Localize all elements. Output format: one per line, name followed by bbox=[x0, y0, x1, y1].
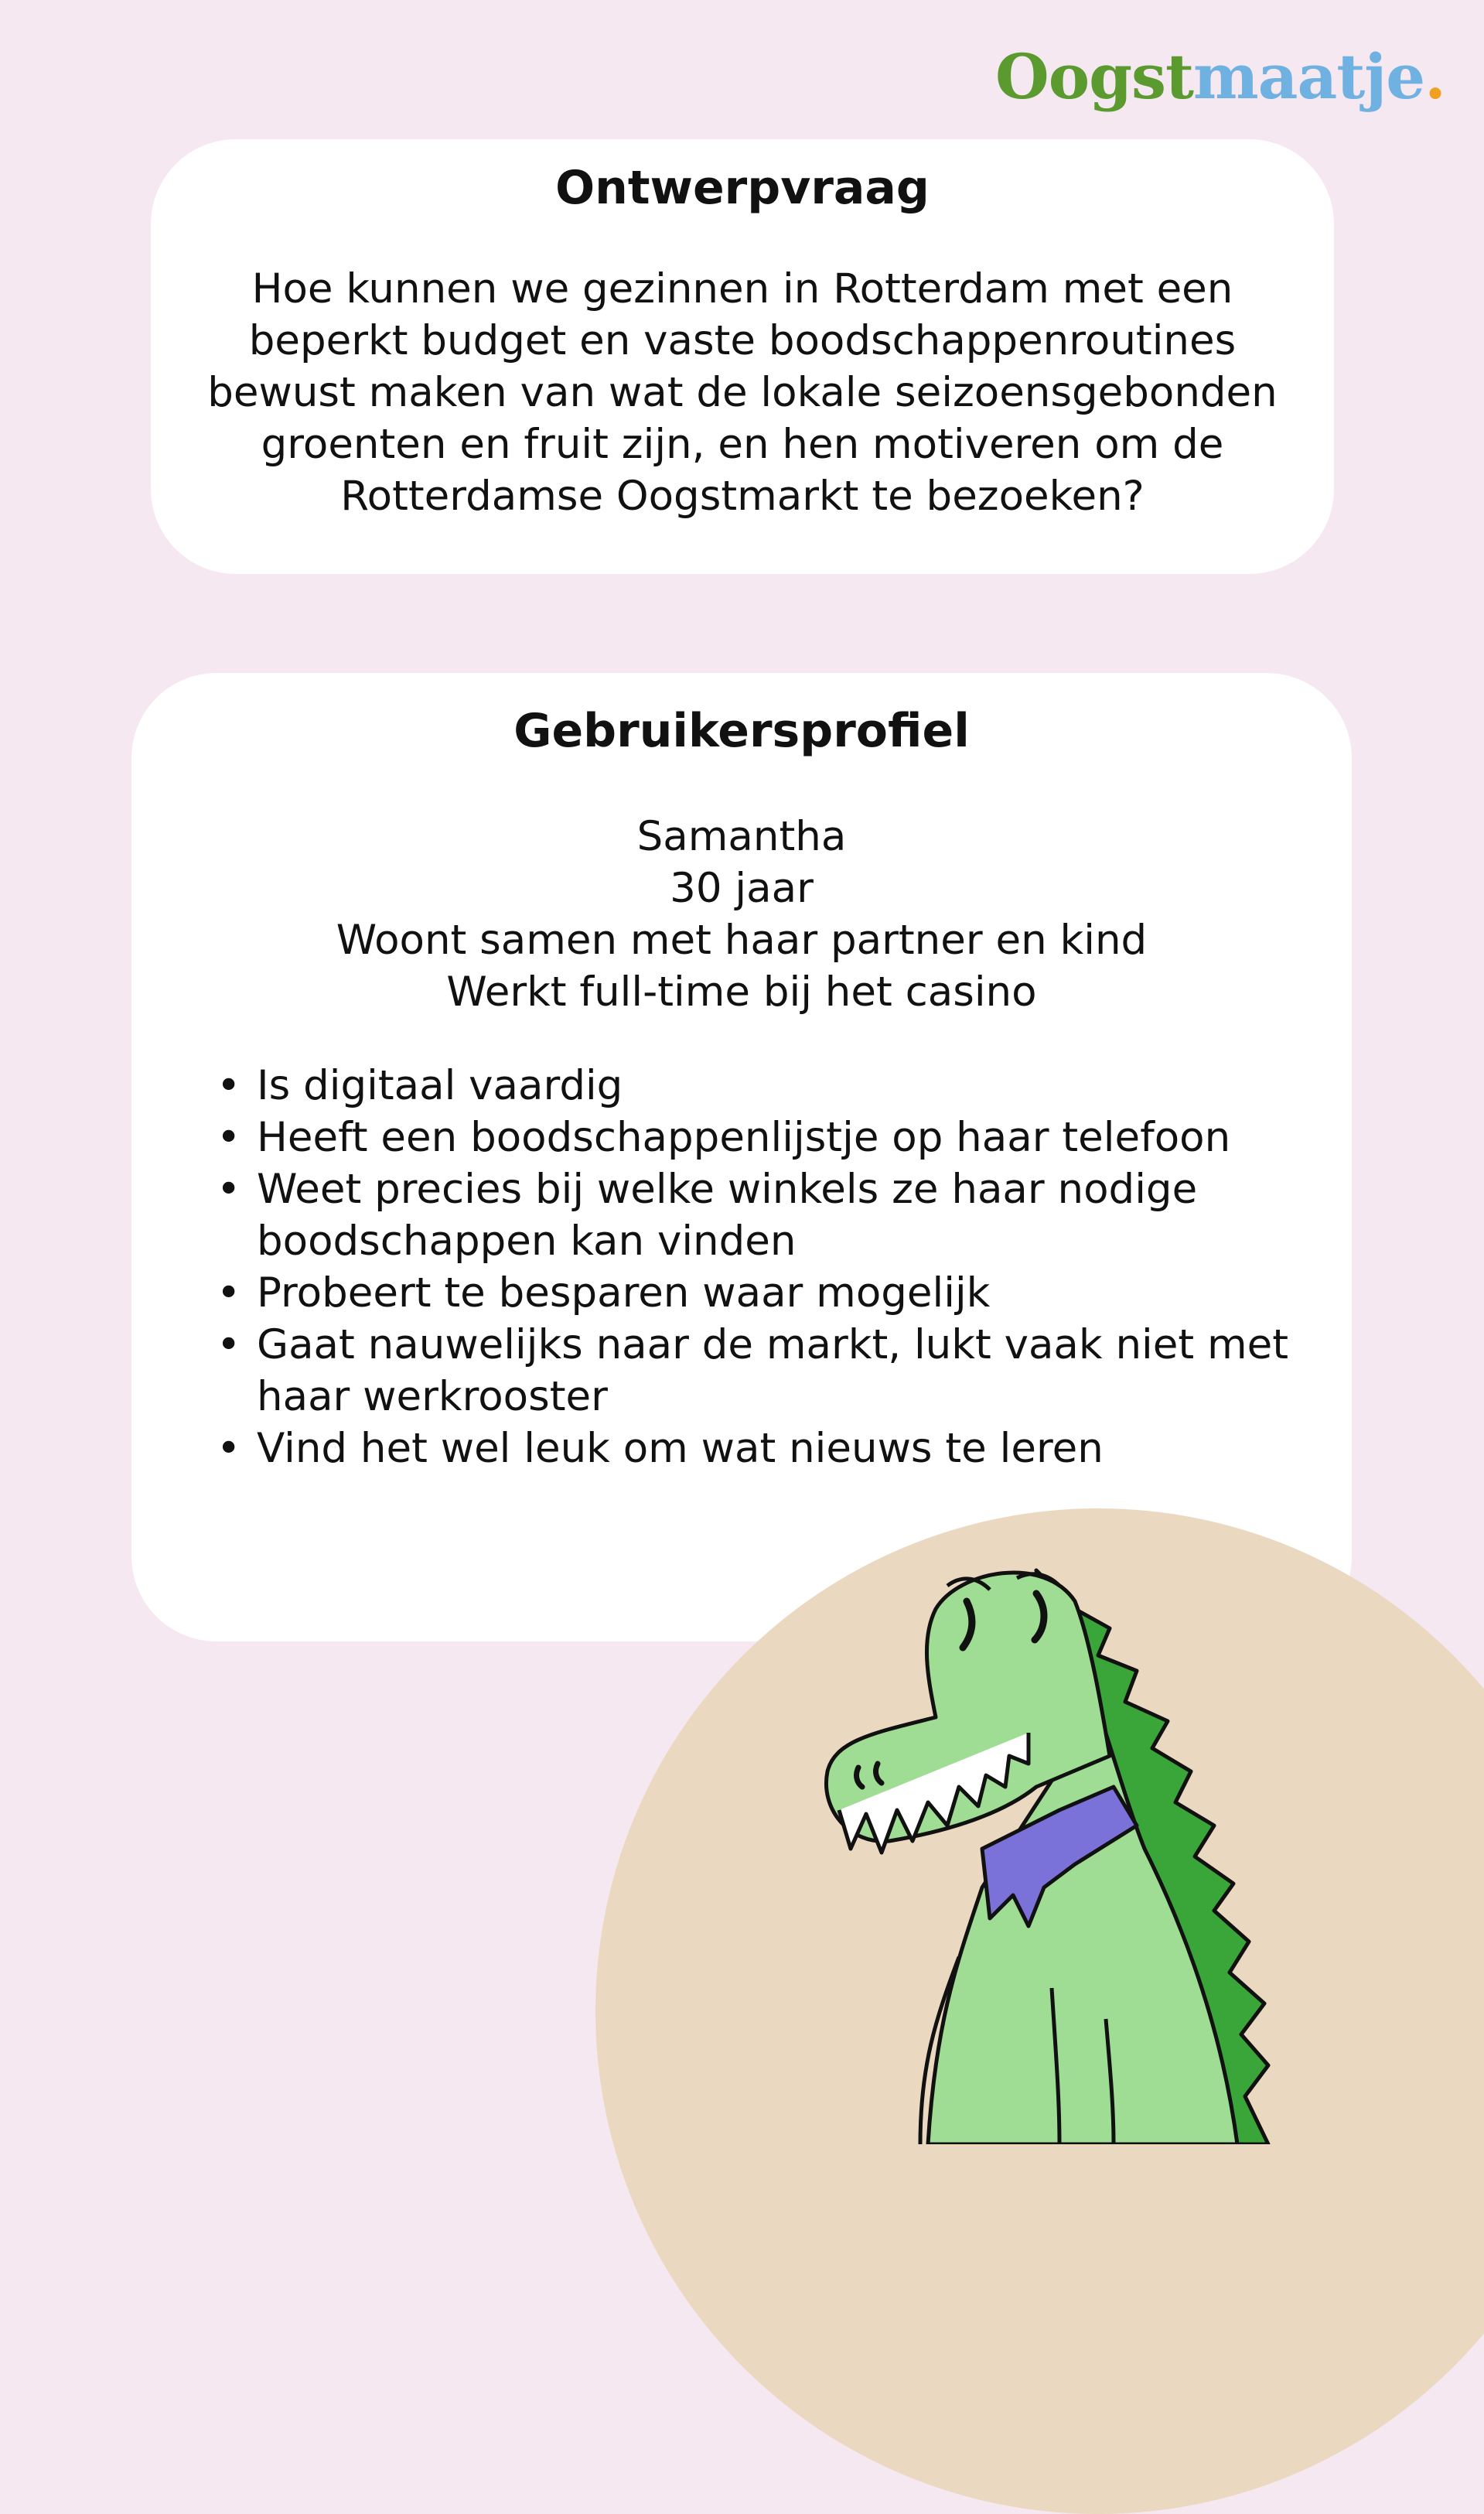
crocodile-mascot-illustration bbox=[804, 1555, 1330, 2144]
profile-traits-list bbox=[203, 1060, 1321, 1474]
trait-item: • Weet precies bij welke winkels ze haar nodige boodschappen kan vinden bbox=[203, 1163, 1321, 1267]
oogstmaatje-logo bbox=[995, 40, 1445, 113]
question-line: Rotterdamse Oogstmarkt te bezoeken? bbox=[340, 473, 1145, 520]
logo-part-maatje: maatje bbox=[1193, 40, 1425, 113]
question-line: groenten en fruit zijn, en hen motiveren om de bbox=[261, 421, 1224, 468]
logo-part-oogst: Oogst bbox=[995, 40, 1194, 113]
profile-living: Woont samen met haar partner en kind bbox=[336, 917, 1148, 964]
design-question-title: Ontwerpvraag bbox=[555, 161, 930, 215]
design-question-card bbox=[151, 139, 1334, 574]
trait-item: • Is digitaal vaardig bbox=[203, 1060, 1321, 1112]
trait-item: • Heeft een boodschappenlijstje op haar telefoon bbox=[203, 1112, 1321, 1163]
user-profile-card bbox=[131, 673, 1352, 1641]
design-question-text bbox=[166, 263, 1319, 522]
trait-item: • Vind het wel leuk om wat nieuws te leren bbox=[203, 1423, 1321, 1474]
question-line: Hoe kunnen we gezinnen in Rotterdam met een bbox=[251, 265, 1233, 313]
profile-name: Samantha bbox=[636, 813, 847, 860]
profile-work: Werkt full-time bij het casino bbox=[446, 968, 1037, 1016]
profile-summary bbox=[131, 811, 1352, 1018]
profile-age: 30 jaar bbox=[670, 865, 814, 912]
logo-dot: . bbox=[1424, 40, 1445, 113]
user-profile-title: Gebruikersprofiel bbox=[513, 704, 970, 758]
trait-item: • Probeert te besparen waar mogelijk bbox=[203, 1267, 1321, 1319]
question-line: bewust maken van wat de lokale seizoensgebonden bbox=[207, 369, 1278, 416]
trait-item: • Gaat nauwelijks naar de markt, lukt vaak niet met haar werkrooster bbox=[203, 1319, 1321, 1423]
question-line: beperkt budget en vaste boodschappenroutines bbox=[248, 317, 1237, 364]
